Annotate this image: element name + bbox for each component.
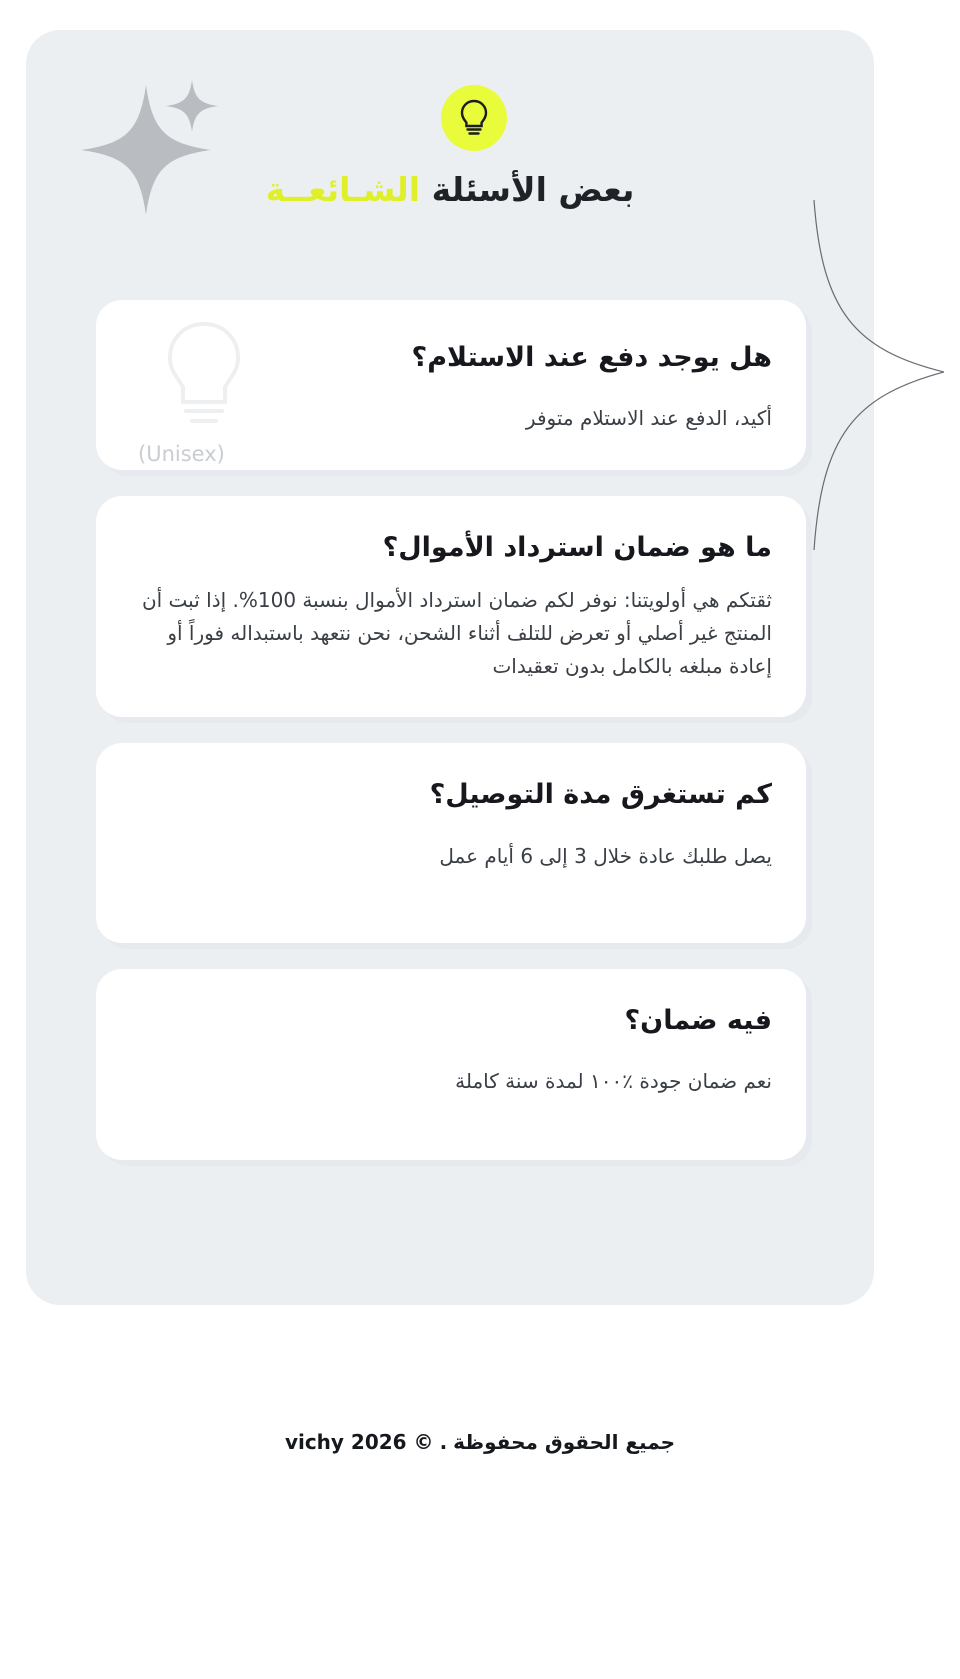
ghost-label: (Unisex)	[138, 442, 225, 466]
page-title-highlight: الشـائعــة	[265, 170, 421, 209]
faq-panel	[26, 30, 874, 1305]
faq-answer: أكيد، الدفع عند الاستلام متوفر	[525, 406, 772, 431]
faq-card[interactable]	[96, 496, 806, 717]
footer-separator: .	[439, 1430, 448, 1454]
faq-answer: يصل طلبك عادة خلال 3 إلى 6 أيام عمل	[439, 843, 772, 868]
faq-answer: نعم ضمان جودة ٪١٠٠ لمدة سنة كاملة	[455, 1069, 772, 1094]
faq-question: فيه ضمان؟	[624, 1004, 772, 1036]
faq-question: هل يوجد دفع عند الاستلام؟	[411, 342, 772, 373]
footer-rights: جميع الحقوق محفوظة	[453, 1430, 676, 1454]
faq-card[interactable]	[96, 743, 806, 942]
faq-question: كم تستغرق مدة التوصيل؟	[429, 779, 772, 811]
faq-card[interactable]	[96, 969, 806, 1160]
faq-question: ما هو ضمان استرداد الأموال؟	[382, 532, 772, 563]
footer-brand: vichy 2026 ©	[284, 1430, 434, 1454]
lightbulb-icon	[457, 98, 491, 138]
faq-answer: ثقتكم هي أولويتنا: نوفر لكم ضمان استرداد الأموال بنسبة 100%. إذا ثبت أن المنتج غير أصلي أو تعرض للتلف أثناء الشحن، نحن نتعهد باستبداله فوراً أو إعادة مبلغه بالكامل بدون تعقيدات	[141, 588, 772, 679]
faq-list	[96, 300, 806, 1186]
page-title	[26, 170, 874, 209]
lightbulb-badge	[441, 85, 507, 151]
footer	[0, 1430, 960, 1454]
sparkle-icon	[166, 80, 218, 132]
faq-card[interactable]	[96, 300, 806, 470]
page-title-plain: بعض الأسئلة	[420, 170, 635, 209]
